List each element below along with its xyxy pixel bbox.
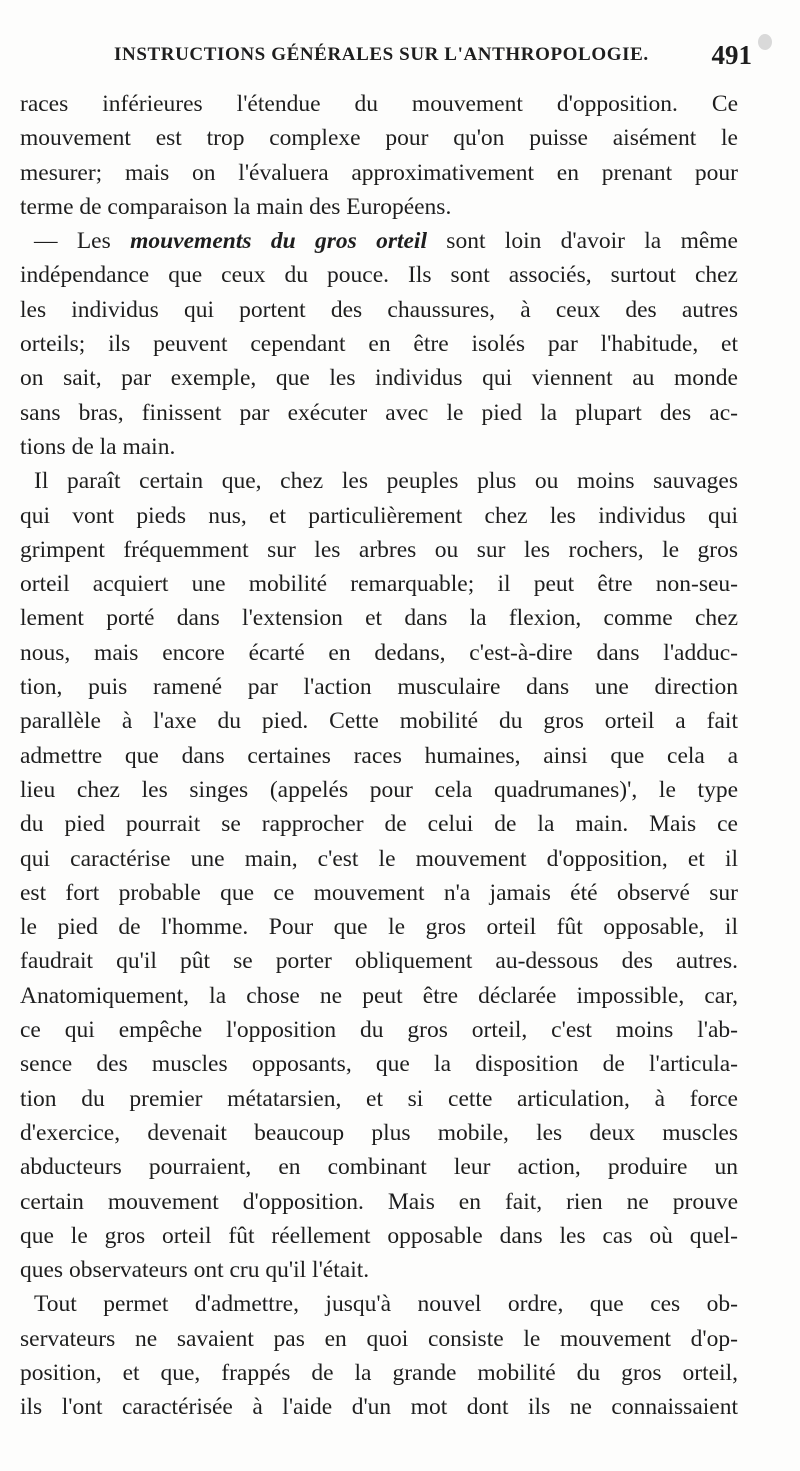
text-line: Anatomiquement, la chose ne peut être déclarée impossible, car, [20,982,738,1009]
text-line: que le gros orteil fût réellement opposable dans les cas où quel- [20,1222,738,1249]
text-line: parallèle à l'axe du pied. Cette mobilité du gros orteil a fait [20,708,738,735]
text-line: Tout permet d'admettre, jusqu'à nouvel ordre, que ces ob- [34,1291,738,1318]
italic-emphasis: mouvements du gros orteil [130,228,427,255]
text-line: tion, puis ramené par l'action musculaire dans une direction [20,674,738,701]
text-line: les individus qui portent des chaussures, à ceux des autres [20,296,738,323]
body-text [20,87,738,1425]
text-line: le pied de l'homme. Pour que le gros orteil fût opposable, il [20,914,738,941]
text-line: ce qui empêche l'opposition du gros orteil, c'est moins l'ab- [20,1017,738,1044]
text-line: d'exercice, devenait beaucoup plus mobile, les deux muscles [20,1119,738,1146]
running-title: INSTRUCTIONS GÉNÉRALES SUR L'ANTHROPOLOGIE. [114,44,649,65]
text-line: faudrait qu'il pût se porter obliquement au-dessous des autres. [20,948,738,975]
text-line: qui vont pieds nus, et particulièrement chez les individus qui [20,502,738,529]
text-line: on sait, par exemple, que les individus qui viennent au monde [20,365,738,392]
text-line: position, et que, frappés de la grande mobilité du gros orteil, [20,1359,738,1386]
text-line: abducteurs pourraient, en combinant leur action, produire un [20,1154,738,1181]
text-line: grimpent fréquemment sur les arbres ou sur les rochers, le gros [20,536,738,563]
text-line: sence des muscles opposants, que la disposition de l'articula- [20,1051,738,1078]
text-line: lement porté dans l'extension et dans la flexion, comme chez [20,605,738,632]
text-line: ils l'ont caractérisée à l'aide d'un mot dont ils ne connaissaient [20,1394,738,1421]
text-line: mesurer; mais on l'évaluera approximativement en prenant pour [20,159,738,186]
text-line: tion du premier métatarsien, et si cette articulation, à force [20,1085,738,1112]
text-line: races inférieures l'étendue du mouvement d'opposition. Ce [20,91,738,117]
text-line: tions de la main. [20,433,176,460]
text-line: qui caractérise une main, c'est le mouvement d'opposition, et il [20,845,738,872]
text-line: lieu chez les singes (appelés pour cela quadrumanes)', le type [20,776,738,803]
text-line: orteils; ils peuvent cependant en être isolés par l'habitude, et [20,331,738,358]
running-head [22,40,752,78]
text-line: nous, mais encore écarté en dedans, c'est-à-dire dans l'adduc- [20,639,738,666]
text-line: ques observateurs ont cru qu'il l'était. [20,1257,370,1284]
text-line: terme de comparaison la main des Européens. [20,193,452,220]
text-line: indépendance que ceux du pouce. Ils sont associés, surtout chez [20,262,738,289]
page-number: 491 [711,40,752,70]
text-segment: — Les [34,228,131,255]
text-line: orteil acquiert une mobilité remarquable; il peut être non-seu- [20,571,738,598]
text-line: mouvement est trop complexe pour qu'on puisse aisément le [20,125,738,152]
text-line: certain mouvement d'opposition. Mais en fait, rien ne prouve [20,1188,738,1215]
paper-speck [758,34,772,50]
text-line: admettre que dans certaines races humaines, ainsi que cela a [20,742,738,769]
text-line: est fort probable que ce mouvement n'a jamais été observé sur [20,879,738,906]
text-line: sans bras, finissent par exécuter avec le pied la plupart des ac- [20,399,738,426]
text-line [20,224,738,258]
text-line: Il paraît certain que, chez les peuples plus ou moins sauvages [34,468,738,495]
text-segment: sont loin d'avoir la même [426,228,738,255]
text-line: servateurs ne savaient pas en quoi consiste le mouvement d'op- [20,1325,738,1352]
text-line: du pied pourrait se rapprocher de celui de la main. Mais ce [20,811,738,838]
